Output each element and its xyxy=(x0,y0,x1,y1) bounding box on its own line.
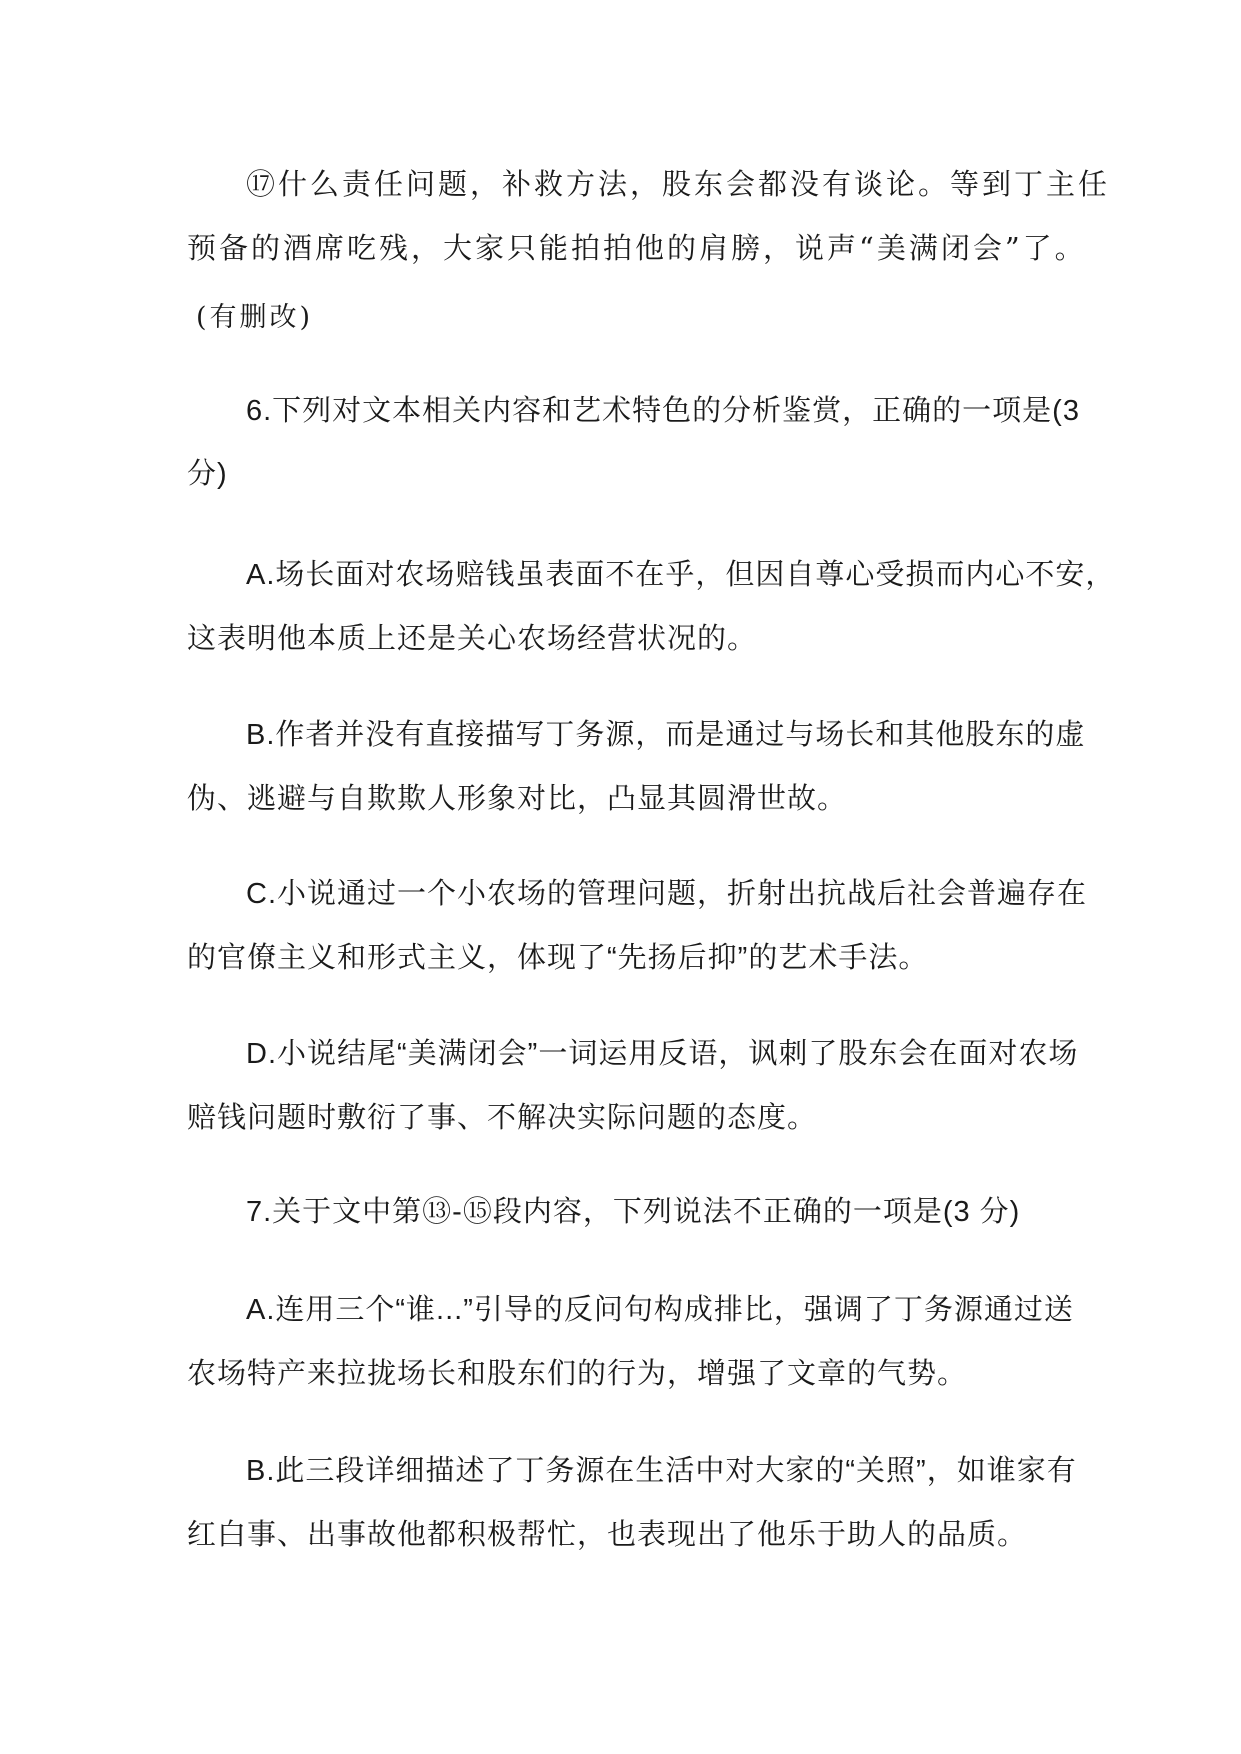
q6-stem-line-2: 分) xyxy=(187,458,228,490)
q6-option-b-line-2: 伪、逃避与自欺欺人形象对比，凸显其圆滑世故。 xyxy=(187,783,848,815)
q7-option-a-line-1: A.连用三个“谁...”引导的反问句构成排比，强调了丁务源通过送 xyxy=(246,1294,1074,1326)
q6-stem-line-1: 6.下列对文本相关内容和艺术特色的分析鉴赏，正确的一项是(3 xyxy=(246,395,1080,427)
q6-option-a-line-1: A.场长面对农场赔钱虽表面不在乎，但因自尊心受损而内心不安， xyxy=(246,559,1116,591)
q7-option-a-line-2: 农场特产来拉拢场长和股东们的行为，增强了文章的气势。 xyxy=(187,1358,968,1390)
passage-line-2: 预备的酒席吃残，大家只能拍拍他的肩膀，说声“美满闭会”了。 xyxy=(187,231,1087,265)
q7-option-b-line-1: B.此三段详细描述了丁务源在生活中对大家的“关照”，如谁家有 xyxy=(246,1455,1077,1487)
q6-option-d-line-2: 赔钱问题时敷衍了事、不解决实际问题的态度。 xyxy=(187,1102,818,1134)
passage-line-1: ⑰什么责任问题，补救方法，股东会都没有谈论。等到丁主任 xyxy=(246,167,1111,201)
q6-option-c-line-2: 的官僚主义和形式主义，体现了“先扬后抑”的艺术手法。 xyxy=(187,942,929,974)
q7-option-b-line-2: 红白事、出事故他都积极帮忙，也表现出了他乐于助人的品质。 xyxy=(187,1519,1028,1551)
source-note: (有删改) xyxy=(196,302,314,333)
q7-stem: 7.关于文中第⑬-⑮段内容，下列说法不正确的一项是(3 分) xyxy=(246,1196,1021,1228)
q6-option-b-line-1: B.作者并没有直接描写丁务源，而是通过与场长和其他股东的虚 xyxy=(246,719,1086,751)
q6-option-a-line-2: 这表明他本质上还是关心农场经营状况的。 xyxy=(187,623,758,655)
q6-option-c-line-1: C.小说通过一个小农场的管理问题，折射出抗战后社会普遍存在 xyxy=(246,878,1088,910)
q6-option-d-line-1: D.小说结尾“美满闭会”一词运用反语，讽刺了股东会在面对农场 xyxy=(246,1038,1079,1070)
